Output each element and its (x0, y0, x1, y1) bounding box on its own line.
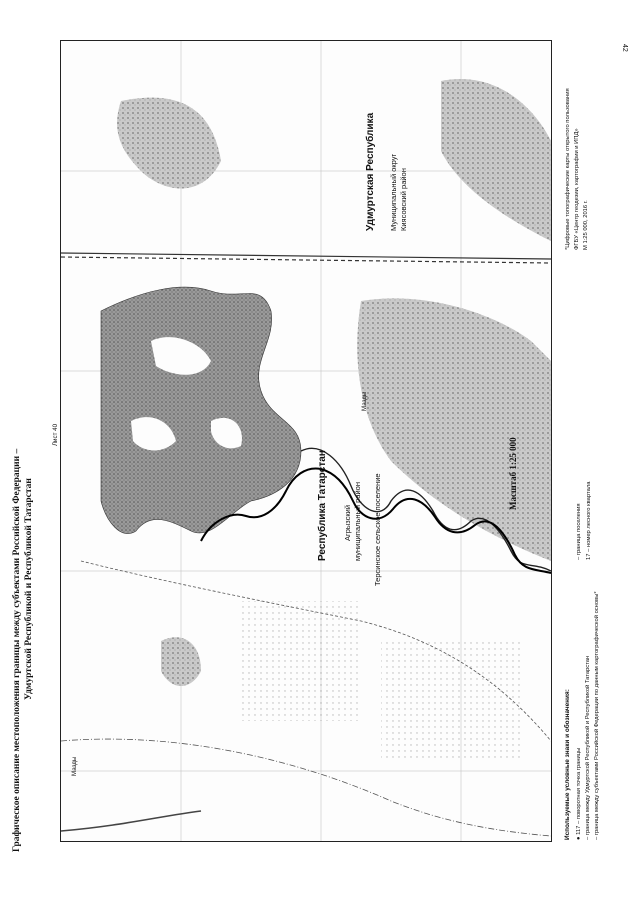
forest-left (161, 637, 201, 686)
legend-item-5: 17 – номер лесного квартала (586, 481, 592, 560)
label-district-tat-2: муниципальный район (353, 482, 362, 561)
footnote-line-3: М 1:25 000, 2016 г. (583, 200, 589, 250)
dark-wetland-area (101, 287, 301, 534)
page-title-line-2: Удмуртской Республикой и Республикой Татарстан (24, 478, 34, 700)
label-district-udm-1: Муниципальный округ (389, 153, 398, 231)
label-village-1: Мазды (71, 756, 78, 776)
map-scale: Масштаб 1:25 000 (508, 437, 518, 510)
label-district-udm-2: Киясовский район (399, 168, 408, 231)
label-settlement-tat: Терсинское сельское поселение (373, 473, 382, 586)
footnote-line-1: *Цифровые топографические карты открытого пользования (565, 88, 571, 250)
legend-heading: Используемые условные знаки и обозначения: (564, 689, 571, 840)
label-region-tatarstan: Республика Татарстан (317, 450, 328, 561)
sheet-label: Лист 40 (52, 423, 59, 446)
footnote-line-2: ФГБУ «Центр геодезии, картографии и ИПД» (574, 128, 580, 250)
forest-top (117, 98, 221, 189)
legend-item-2: – граница между Удмуртской Республикой и Республикой Татарстан (585, 655, 591, 840)
label-region-udmurtia: Удмуртская Республика (365, 112, 376, 231)
legend-item-4: – граница поселения (576, 503, 582, 560)
label-district-tat-1: Агрызский (343, 504, 352, 541)
railway (61, 253, 551, 263)
page-title-line-1: Графическое описание местоположения границы между субъектами Российской Федерации – (12, 448, 22, 852)
topographic-map (61, 41, 551, 841)
forest-far-right (441, 79, 551, 241)
forest-right (357, 298, 551, 561)
legend-item-3: – граница между субъектами Российской Федерации по данным картографической основы* (594, 591, 600, 840)
map-frame (60, 40, 552, 842)
page-number: 42 (621, 44, 628, 52)
legend-item-1: ● 117 – поворотная точка границы (576, 747, 582, 840)
label-village-2: Мазды (361, 391, 368, 411)
